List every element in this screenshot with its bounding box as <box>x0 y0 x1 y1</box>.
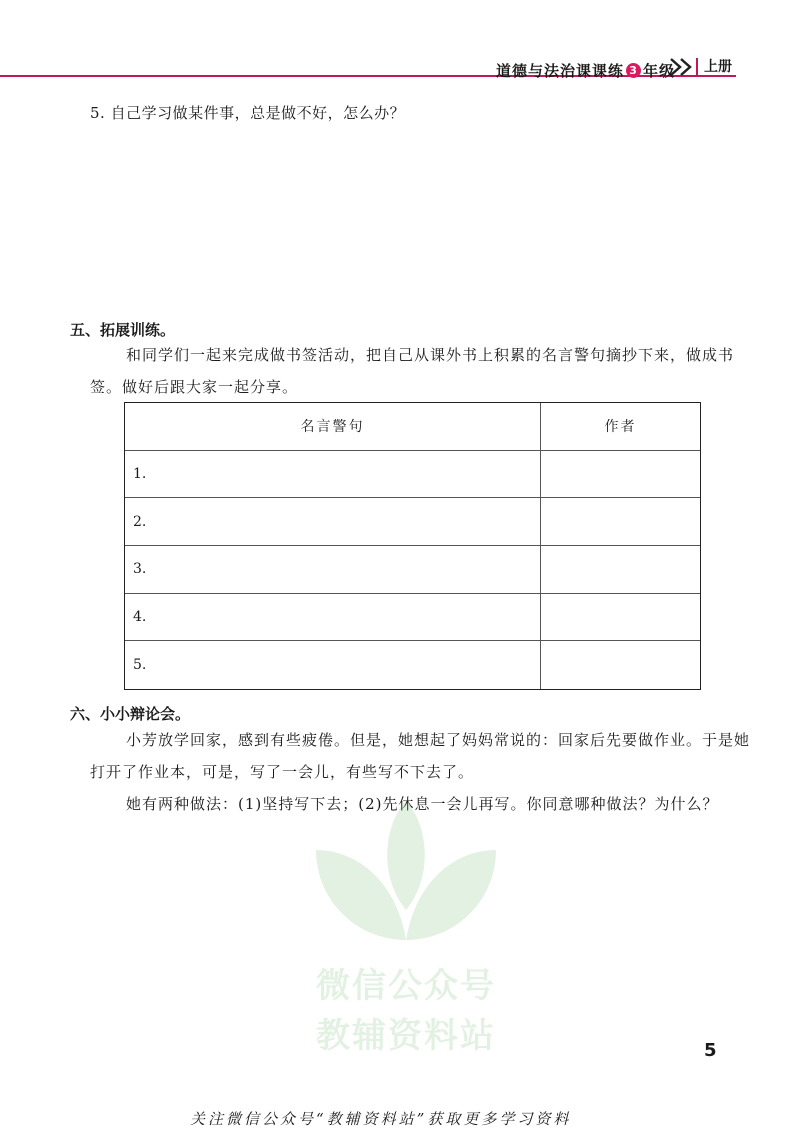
leaf-logo-icon <box>296 790 516 950</box>
table-row-author[interactable] <box>541 498 700 546</box>
table-row-quote[interactable]: 1. <box>125 451 541 499</box>
section-5-line-1: 和同学们一起来完成做书签活动，把自己从课外书上积累的名言警句摘抄下来，做成书 <box>126 346 735 364</box>
section-6-title: 六、小小辩论会。 <box>70 705 191 723</box>
table-header-quote: 名言警句 <box>125 403 541 451</box>
table-row-quote[interactable]: 5. <box>125 641 541 689</box>
header-title <box>496 60 675 81</box>
question-5: 5. 自己学习做某件事，总是做不好，怎么办？ <box>90 104 406 122</box>
table-row-quote[interactable]: 2. <box>125 498 541 546</box>
quotes-table <box>124 402 701 690</box>
table-header-author: 作者 <box>541 403 700 451</box>
watermark-line-1: 微信公众号 <box>316 966 496 1006</box>
table-row-quote[interactable]: 3. <box>125 546 541 594</box>
double-chevron-icon <box>668 56 698 78</box>
section-6-line-2: 打开了作业本，可是，写了一会儿，有些写不下去了。 <box>90 763 475 781</box>
table-row-author[interactable] <box>541 594 700 642</box>
watermark-line-2: 教辅资料站 <box>316 1016 496 1056</box>
book-title: 道德与法治课课练 <box>496 62 625 80</box>
section-6-line-1: 小芳放学回家，感到有些疲倦。但是，她想起了妈妈常说的：回家后先要做作业。于是她 <box>126 731 751 749</box>
section-6-line-3: 她有两种做法：(1)坚持写下去；(2)先休息一会儿再写。你同意哪种做法？为什么？ <box>126 795 719 813</box>
grade-label: 年级 <box>643 62 676 80</box>
volume-label: 上册 <box>696 58 738 76</box>
table-row-author[interactable] <box>541 546 700 594</box>
table-row-author[interactable] <box>541 641 700 689</box>
table-row-quote[interactable]: 4. <box>125 594 541 642</box>
section-5-line-2: 签。做好后跟大家一起分享。 <box>90 378 299 396</box>
footer-note: 关注微信公众号“教辅资料站”获取更多学习资料 <box>190 1110 572 1128</box>
grade-badge: 3 <box>626 63 641 78</box>
section-5-title: 五、拓展训练。 <box>70 321 176 339</box>
watermark <box>296 790 516 1060</box>
page-number: 5 <box>704 1040 717 1061</box>
table-row-author[interactable] <box>541 451 700 499</box>
